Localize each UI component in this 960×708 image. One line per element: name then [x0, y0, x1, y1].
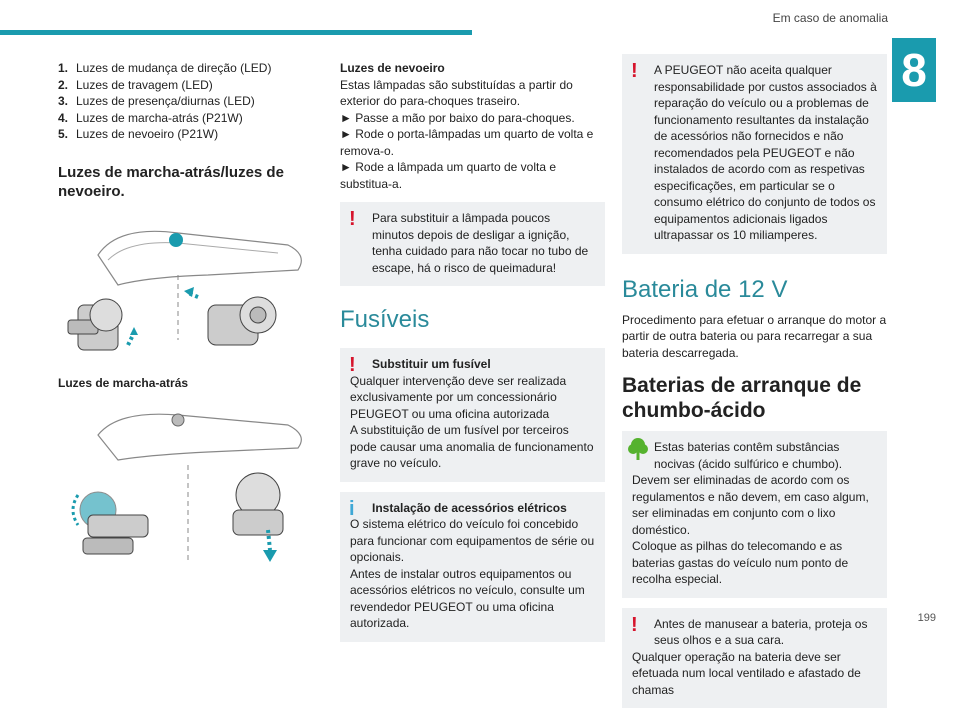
column-middle	[340, 60, 605, 642]
eco-box: Estas baterias contêm substâncias nocivas (ácido sulfúrico e chumbo). Devem ser eliminadas de acordo com os regulamentos e não devem, em caso algum, ser eliminadas em conjunto com o lixo doméstico. Coloque as pilhas do telecomando e as baterias gastas do veículo num ponto de recolha especial.	[622, 431, 887, 598]
reverse-fog-lamp-illustration	[58, 215, 320, 365]
list-item: 4. Luzes de marcha-atrás (P21W)	[58, 110, 320, 127]
warning-box-battery: ! Antes de manusear a bateria, proteja os seus olhos e a sua cara. Qualquer operação na bateria deve ser efetuada num local ventilado e afastado de chamas	[622, 608, 887, 708]
warning-icon: !	[349, 354, 356, 376]
header-accent-bar	[0, 30, 472, 35]
warning-box-liability: ! A PEUGEOT não aceita qualquer responsabilidade por custos associados à reparação do veículo ou a problemas de funcionamento resultantes da instalação de acessórios não fornecidos e não recomendados pela PEUGEOT e não instalados de acordo com as respetivas especificações, em particular se o consumo elétrico do conjunto de todos os equipamentos adicionais ligados ultrapassar os 10 miliamperes.	[622, 54, 887, 254]
step: ► Rode a lâmpada um quarto de volta e substitua-a.	[340, 159, 605, 192]
figure-caption: Luzes de marcha-atrás	[58, 375, 320, 392]
section-heading: Luzes de marcha-atrás/luzes de nevoeiro.	[58, 163, 320, 201]
warning-icon: !	[631, 614, 638, 636]
warning-box-exhaust: ! Para substituir a lâmpada poucos minutos depois de desligar a ignição, tenha cuidado para não tocar no tubo de escape, há o risco de queimadura!	[340, 202, 605, 286]
section-title: Em caso de anomalia	[773, 11, 888, 25]
lamp-list	[58, 60, 320, 143]
fuses-heading: Fusíveis	[340, 306, 605, 334]
step: ► Passe a mão por baixo do para-choques.	[340, 110, 605, 127]
column-right	[622, 60, 887, 708]
step: ► Rode o porta-lâmpadas um quarto de volta e remova-o.	[340, 126, 605, 159]
battery-heading: Bateria de 12 V	[622, 276, 887, 304]
info-icon: i	[349, 498, 355, 520]
warning-icon: !	[631, 60, 638, 82]
list-item: 1. Luzes de mudança de direção (LED)	[58, 60, 320, 77]
fog-lamp-title: Luzes de nevoeiro	[340, 60, 605, 77]
info-box-accessories: i Instalação de acessórios elétricos O sistema elétrico do veículo foi concebido para funcionar com equipamentos de série ou opcionais. Antes de instalar outros equipamentos ou acessórios elétricos no veículo, consulte um revendedor PEUGEOT ou uma oficina autorizada.	[340, 492, 605, 642]
page-number: 199	[918, 612, 936, 624]
tree-icon	[628, 437, 648, 461]
list-item: 3. Luzes de presença/diurnas (LED)	[58, 93, 320, 110]
chapter-number: 8	[892, 38, 936, 102]
column-left	[58, 60, 320, 574]
list-item: 5. Luzes de nevoeiro (P21W)	[58, 126, 320, 143]
reverse-lamp-illustration	[58, 400, 320, 570]
warning-box-fuse: ! Substituir um fusível Qualquer intervenção deve ser realizada exclusivamente por um concessionário PEUGEOT ou uma oficina autorizada A substituição de um fusível por terceiros pode causar uma anomalia de funcionamento grave no veículo.	[340, 348, 605, 482]
fog-lamp-text: Estas lâmpadas são substituídas a partir do exterior do para-choques traseiro.	[340, 77, 605, 110]
lead-acid-heading: Baterias de arranque de chumbo-ácido	[622, 373, 887, 423]
warning-icon: !	[349, 208, 356, 230]
list-item: 2. Luzes de travagem (LED)	[58, 77, 320, 94]
battery-text: Procedimento para efetuar o arranque do motor a partir de outra bateria ou para recarregar a sua bateria descarregada.	[622, 312, 887, 362]
